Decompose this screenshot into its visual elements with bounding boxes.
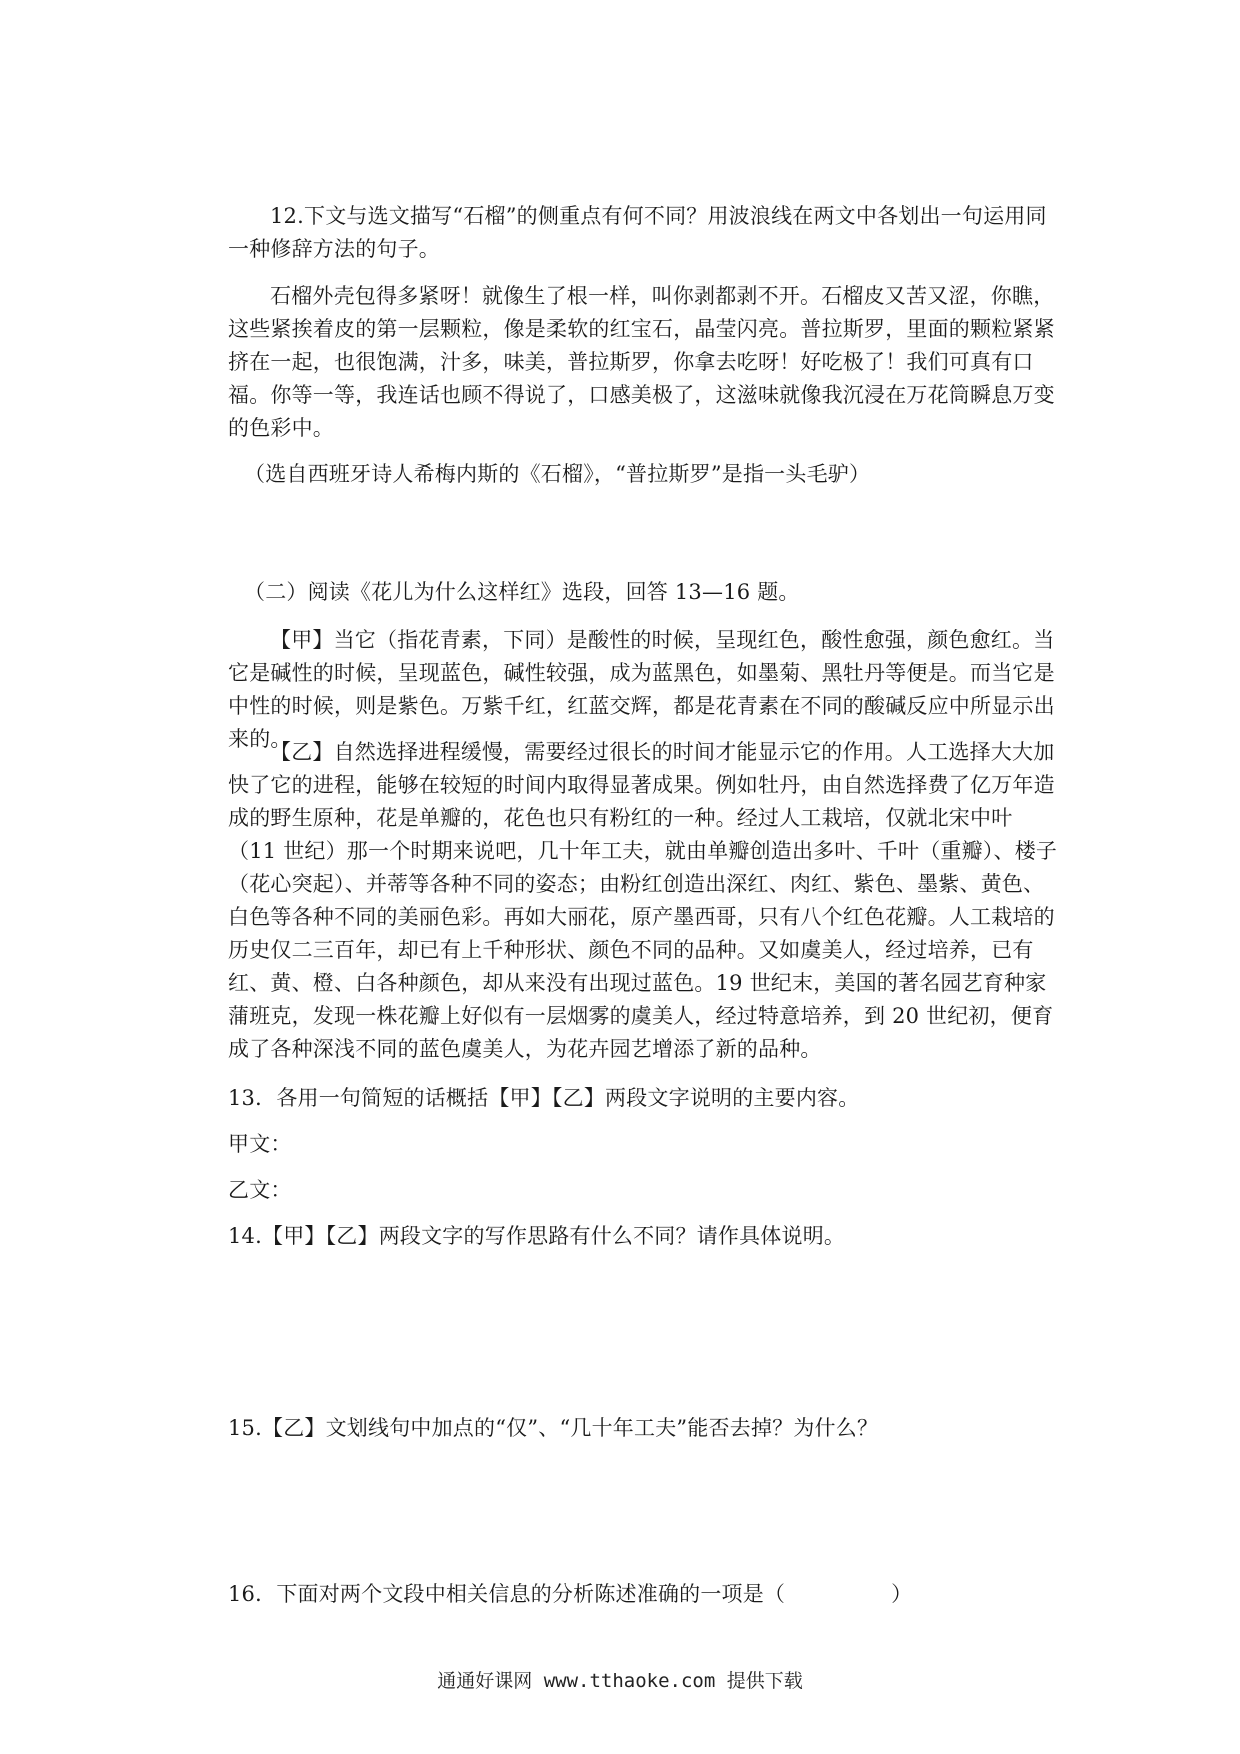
source-note: （选自西班牙诗人希梅内斯的《石榴》，“普拉斯罗”是指一头毛驴） — [244, 462, 871, 486]
answer-label-jia: 甲文： — [228, 1132, 292, 1156]
question-13: 13．各用一句简短的话概括【甲】【乙】两段文字说明的主要内容。 — [228, 1086, 860, 1110]
question-14: 14.【甲】【乙】两段文字的写作思路有什么不同？请作具体说明。 — [228, 1224, 846, 1248]
question-15: 15.【乙】文划线句中加点的“仅”、“几十年工夫”能否去掉？为什么？ — [228, 1416, 879, 1440]
paragraph-jia: 【甲】当它（指花青素，下同）是酸性的时候，呈现红色，酸性愈强，颜色愈红。当它是碱性的时候，呈现蓝色，碱性较强，成为蓝黑色，如墨菊、黑牡丹等便是。而当它是中性的时候，则是紫色。万紫千红，红蓝交辉，都是花青素在不同的酸碱反应中所显示出来的。 — [228, 628, 1055, 751]
answer-label-yi: 乙文： — [228, 1178, 292, 1202]
section-2-heading: （二）阅读《花儿为什么这样红》选段，回答 13—16 题。 — [244, 580, 800, 604]
paragraph-yi: 【乙】自然选择进程缓慢，需要经过很长的时间才能显示它的作用。人工选择大大加快了它的进程，能够在较短的时间内取得显著成果。例如牡丹，由自然选择费了亿万年造成的野生原种，花是单瓣的，花色也只有粉红的一种。经过人工栽培，仅就北宋中叶（11 世纪）那一个时期来说吧，几十年工夫，就由单瓣创造出多叶、千叶（重瓣）、楼子（花心突起）、并蒂等各种不同的姿态；由粉红创造出深红、肉红、紫色、墨紫、黄色、白色等各种不同的美丽色彩。再如大丽花，原产墨西哥，只有八个红色花瓣。人工栽培的历史仅二三百年，却已有上千种形状、颜色不同的品种。又如虞美人，经过培养，已有红、黄、橙、白各种颜色，却从来没有出现过蓝色。19 世纪末，美国的著名园艺育种家蒲班克，发现一株花瓣上好似有一层烟雾的虞美人，经过特意培养，到 20 世纪初，便育成了各种深浅不同的蓝色虞美人，为花卉园艺增添了新的品种。 — [228, 740, 1058, 1061]
question-12: 12.下文与选文描写“石榴”的侧重点有何不同？用波浪线在两文中各划出一句运用同一种修辞方法的句子。 — [228, 204, 1047, 261]
page-footer: 通通好课网 www.tthaoke.com 提供下载 — [437, 1670, 803, 1692]
question-16: 16．下面对两个文段中相关信息的分析陈述准确的一项是（ ） — [228, 1582, 913, 1606]
pomegranate-passage: 石榴外壳包得多紧呀！就像生了根一样，叫你剥都剥不开。石榴皮又苦又涩，你瞧，这些紧挨着皮的第一层颗粒，像是柔软的红宝石，晶莹闪亮。普拉斯罗，里面的颗粒紧紧挤在一起，也很饱满，汁多，味美，普拉斯罗，你拿去吃呀！好吃极了！我们可真有口福。你等一等，我连话也顾不得说了，口感美极了，这滋味就像我沉浸在万花筒瞬息万变的色彩中。 — [228, 284, 1055, 440]
